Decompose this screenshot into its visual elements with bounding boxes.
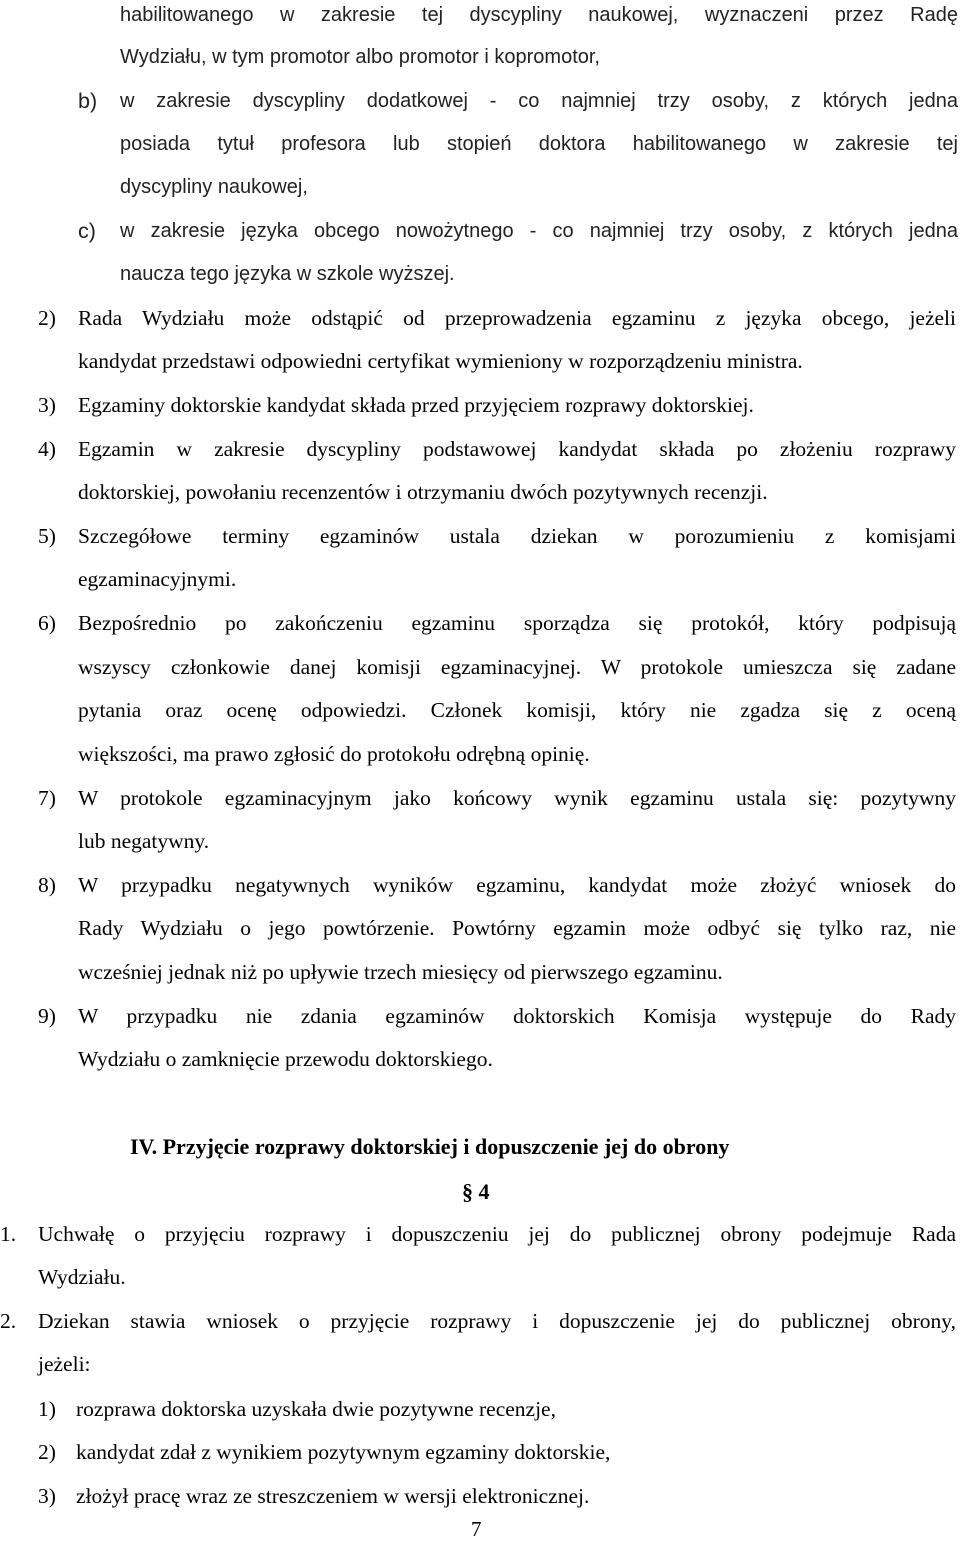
section-item-1-line-1: Uchwałę o przyjęciu rozprawy i dopuszczeniu jej do publicznej obrony podejmuje Rada xyxy=(38,1222,956,1246)
sub-item-b-marker: b) xyxy=(78,89,98,113)
item-3-line-1: Egzaminy doktorskie kandydat składa przed przyjęciem rozprawy doktorskiej. xyxy=(78,393,754,417)
sub-item-c-line-2: naucza tego języka w szkole wyższej. xyxy=(120,263,455,285)
item-2-line-1: Rada Wydziału może odstąpić od przeprowadzenia egzaminu z języka obcego, jeżeli xyxy=(78,306,956,330)
paragraph-mark: § 4 xyxy=(462,1179,490,1204)
section-item-2-line-2: jeżeli: xyxy=(38,1352,91,1376)
page-number: 7 xyxy=(471,1517,482,1541)
condition-3-marker: 3) xyxy=(38,1484,56,1508)
item-4-line-1: Egzamin w zakresie dyscypliny podstawowej kandydat składa po złożeniu rozprawy xyxy=(78,437,956,461)
sub-item-a-line-1: habilitowanego w zakresie tej dyscypliny naukowej, wyznaczeni przez Radę xyxy=(120,4,958,26)
section-item-1-marker: 1. xyxy=(0,1222,17,1246)
sub-item-c-marker: c) xyxy=(78,219,96,243)
item-6-line-4: większości, ma prawo zgłosić do protokołu odrębną opinię. xyxy=(78,742,590,766)
sub-item-b-line-2: posiada tytuł profesora lub stopień doktora habilitowanego w zakresie tej xyxy=(120,133,958,155)
condition-1-text: rozprawa doktorska uzyskała dwie pozytywne recenzje, xyxy=(76,1397,556,1421)
section-item-2-line-1: Dziekan stawia wniosek o przyjęcie rozprawy i dopuszczenie jej do publicznej obrony, xyxy=(38,1309,956,1333)
section-heading: IV. Przyjęcie rozprawy doktorskiej i dopuszczenie jej do obrony xyxy=(130,1134,730,1159)
condition-1-marker: 1) xyxy=(38,1397,56,1421)
item-2-line-2: kandydat przedstawi odpowiedni certyfikat wymieniony w rozporządzeniu ministra. xyxy=(78,349,803,373)
section-item-1-line-2: Wydziału. xyxy=(38,1265,126,1289)
item-5-marker: 5) xyxy=(38,524,56,548)
condition-2-marker: 2) xyxy=(38,1440,56,1464)
item-9-line-1: W przypadku nie zdania egzaminów doktorskich Komisja występuje do Rady xyxy=(78,1004,956,1028)
item-2-marker: 2) xyxy=(38,306,56,330)
item-8-marker: 8) xyxy=(38,873,56,897)
item-4-marker: 4) xyxy=(38,437,56,461)
item-5-line-2: egzaminacyjnymi. xyxy=(78,567,237,591)
item-6-line-2: wszyscy członkowie danej komisji egzaminacyjnej. W protokole umieszcza się zadane xyxy=(78,655,956,679)
item-9-line-2: Wydziału o zamknięcie przewodu doktorskiego. xyxy=(78,1047,493,1071)
item-8-line-3: wcześniej jednak niż po upływie trzech miesięcy od pierwszego egzaminu. xyxy=(78,960,723,984)
sub-item-c-line-1: w zakresie języka obcego nowożytnego - co najmniej trzy osoby, z których jedna xyxy=(120,220,958,242)
item-9-marker: 9) xyxy=(38,1004,56,1028)
item-7-marker: 7) xyxy=(38,786,56,810)
item-6-marker: 6) xyxy=(38,611,56,635)
condition-2-text: kandydat zdał z wynikiem pozytywnym egzaminy doktorskie, xyxy=(76,1440,611,1464)
item-8-line-1: W przypadku negatywnych wyników egzaminu, kandydat może złożyć wniosek do xyxy=(78,873,956,897)
item-4-line-2: doktorskiej, powołaniu recenzentów i otrzymaniu dwóch pozytywnych recenzji. xyxy=(78,480,768,504)
section-item-2-marker: 2. xyxy=(0,1309,17,1333)
item-3-marker: 3) xyxy=(38,393,56,417)
item-6-line-3: pytania oraz ocenę odpowiedzi. Członek komisji, który nie zgadza się z oceną xyxy=(78,698,956,722)
item-5-line-1: Szczegółowe terminy egzaminów ustala dziekan w porozumieniu z komisjami xyxy=(78,524,956,548)
sub-item-a-line-2: Wydziału, w tym promotor albo promotor i kopromotor, xyxy=(120,46,600,68)
item-7-line-2: lub negatywny. xyxy=(78,829,210,853)
item-6-line-1: Bezpośrednio po zakończeniu egzaminu sporządza się protokół, który podpisują xyxy=(78,611,956,635)
sub-item-b-line-3: dyscypliny naukowej, xyxy=(120,176,308,198)
condition-3-text: złożył pracę wraz ze streszczeniem w wersji elektronicznej. xyxy=(76,1484,590,1508)
item-7-line-1: W protokole egzaminacyjnym jako końcowy wynik egzaminu ustala się: pozytywny xyxy=(78,786,956,810)
item-8-line-2: Rady Wydziału o jego powtórzenie. Powtórny egzamin może odbyć się tylko raz, nie xyxy=(78,916,956,940)
sub-item-b-line-1: w zakresie dyscypliny dodatkowej - co najmniej trzy osoby, z których jedna xyxy=(120,90,958,112)
